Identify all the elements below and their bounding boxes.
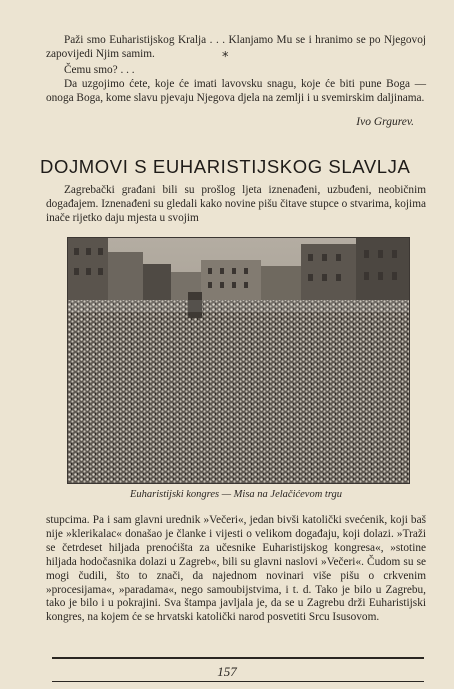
article-body <box>46 514 426 625</box>
intro-paragraph-3: Da uzgojimo ćete, koje će imati lavovsku snagu, koje će biti pune Boga — onoga Boga, kome slavu pjevaju Njegova djela na zemlji i u svemirskim daljinama. <box>46 77 426 104</box>
bottom-rule <box>52 681 424 682</box>
intro-paragraph-1: Paži smo Euharistijskog Kralja . . . Klanjamo Mu se i hranimo se po Njegovoj zapovijedi Njim samim. <box>46 34 426 60</box>
article-paragraph-1: Zagrebački građani bili su prošlog ljeta iznenađeni, uzbuđeni, neobičnim događajem. Iznenađeni su gledali kako novine pišu čitave stupce o stvarima, kojima inače rijetko daju mjesta u svojim <box>46 184 426 224</box>
page-number: 157 <box>217 664 237 679</box>
article-heading: DOJMOVI S EUHARISTIJSKOG SLAVLJA <box>40 156 411 177</box>
intro-block-2 <box>46 64 426 106</box>
article-lead <box>46 184 426 226</box>
section-separator: * <box>222 50 229 65</box>
article-paragraph-2: stupcima. Pa i sam glavni urednik »Večeri«, jedan bivši katolički svećenik, koji baš nije »klerikalac« donašao je članke i vijesti o velikom događaju, koji dolazi. »Traži se četrdeset hiljada prenoćišta za učesnike Euharistijskog kongresa«, »stotine hiljada hodočasnika dolazi u Zagreb«, bili su glavni naslovi »Večeri«. Čudom su se mogi čudili, što to znači, da najednom novinari više pišu o crkvenim »procesijama«, »paradama«, nego samoubijstvima, i t. d. Tako je bilo u Zagrebu, tako je bilo i u pokrajini. Sva štampa javljala je, da se u Zagrebu drži Euharistijski kongres, na kojem će se hrvatski katolički narod posvetiti Srcu Isusovom. <box>46 514 426 624</box>
footer-rule <box>52 657 424 659</box>
square-crowd-image <box>68 238 409 483</box>
intro-paragraph-2: Čemu smo? . . . <box>64 64 135 76</box>
crowd-photograph <box>67 237 410 484</box>
author-signature: Ivo Grgurev. <box>356 116 414 128</box>
intro-block <box>46 34 426 62</box>
photo-caption: Euharistijski kongres — Misa na Jelačićevom trgu <box>129 489 343 500</box>
